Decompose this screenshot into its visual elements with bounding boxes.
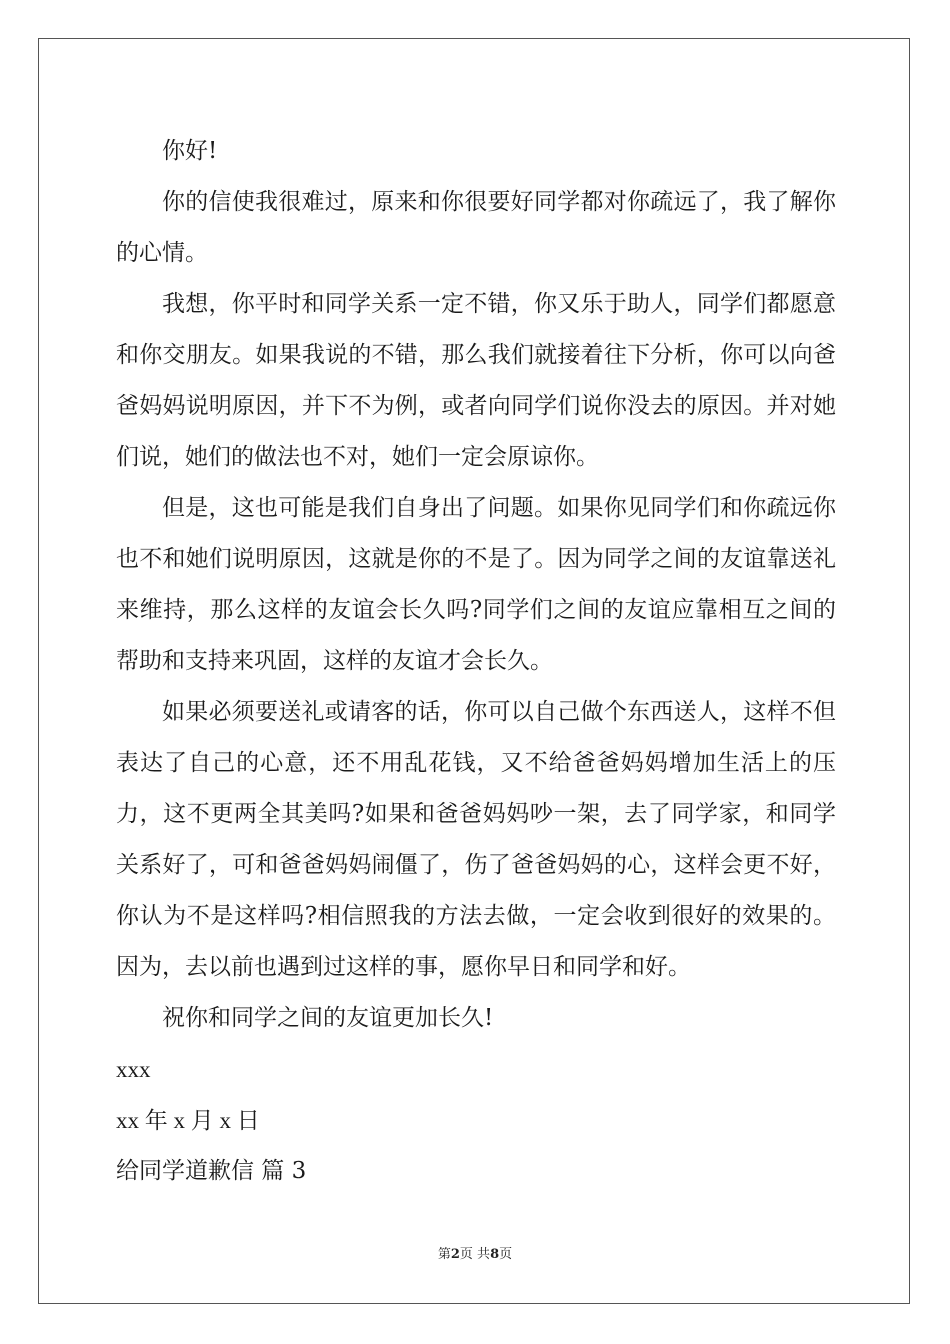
letter-date: xx 年 x 月 x 日 bbox=[116, 1108, 260, 1133]
footer-suffix: 页 bbox=[499, 1247, 513, 1262]
greeting: 你好! bbox=[162, 138, 218, 164]
closing-wish: 祝你和同学之间的友谊更加长久! bbox=[162, 1005, 494, 1031]
next-section-title: 给同学道歉信 篇 3 bbox=[116, 1158, 307, 1184]
total-page-count: 8 bbox=[490, 1247, 500, 1262]
footer-mid: 页 共 bbox=[459, 1247, 491, 1262]
paragraph-4: 如果必须要送礼或请客的话，你可以自己做个东西送人，这样不但表达了自己的心意，还不用乱花钱，又不给爸爸妈妈增加生活上的压力，这不更两全其美吗?如果和爸爸妈妈吵一架，去了同学家，和同学关系好了，可和爸爸妈妈闹僵了，伤了爸爸妈妈的心，这样会更不好，你认为不是这样吗?相信照我的方法去做，一定会收到很好的效果的。因为，去以前也遇到过这样的事，愿你早日和同学和好。 bbox=[116, 699, 836, 980]
page-footer bbox=[0, 1243, 950, 1262]
paragraph-1: 你的信使我很难过，原来和你很要好同学都对你疏远了，我了解你的心情。 bbox=[116, 189, 836, 266]
letter-body bbox=[116, 126, 836, 1197]
paragraph-3: 但是，这也可能是我们自身出了问题。如果你见同学们和你疏远你也不和她们说明原因，这就是你的不是了。因为同学之间的友谊靠送礼来维持，那么这样的友谊会长久吗?同学们之间的友谊应靠相互之间的帮助和支持来巩固，这样的友谊才会长久。 bbox=[116, 495, 836, 674]
paragraph-2: 我想，你平时和同学关系一定不错，你又乐于助人，同学们都愿意和你交朋友。如果我说的不错，那么我们就接着往下分析，你可以向爸爸妈妈说明原因，并下不为例，或者向同学们说你没去的原因。并对她们说，她们的做法也不对，她们一定会原谅你。 bbox=[116, 291, 836, 470]
signature: xxx bbox=[116, 1057, 151, 1082]
current-page-number: 2 bbox=[450, 1247, 460, 1262]
footer-prefix: 第 bbox=[437, 1247, 451, 1262]
